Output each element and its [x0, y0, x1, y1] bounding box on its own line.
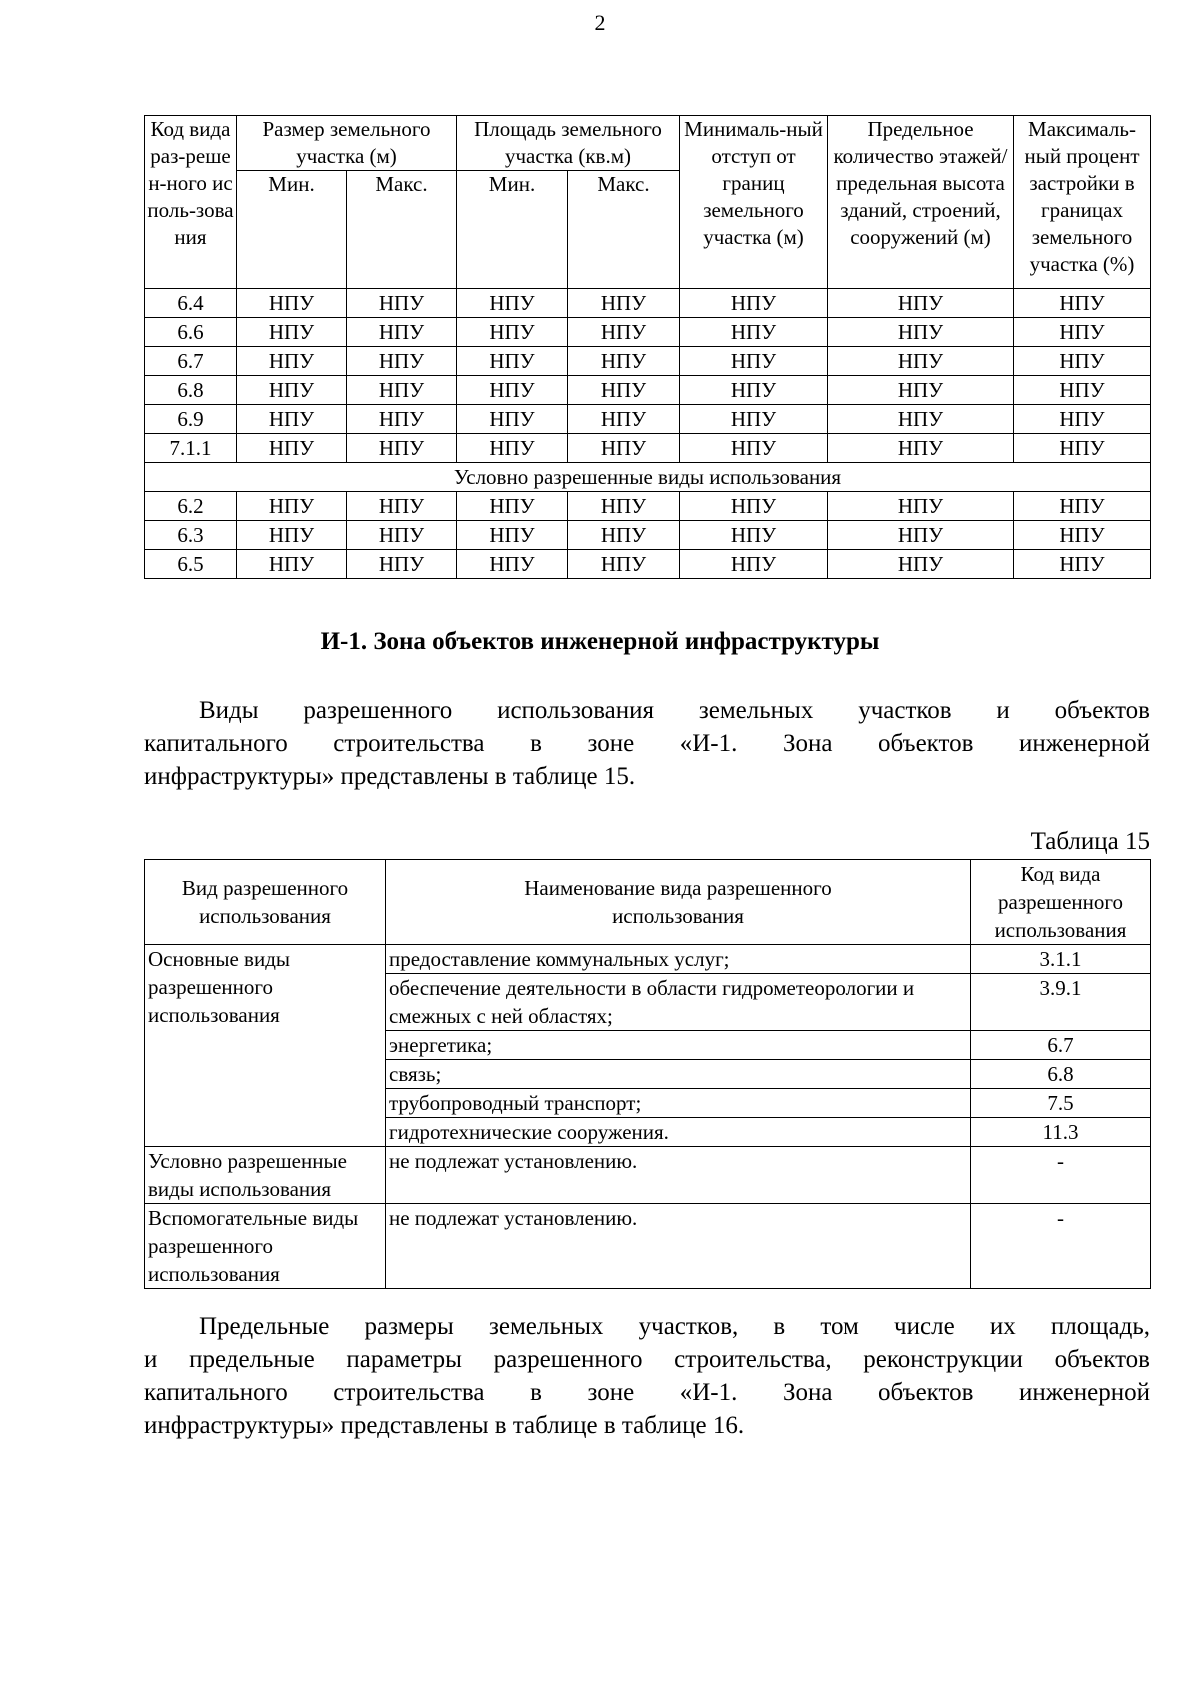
cell-value: НПУ: [1014, 376, 1151, 405]
use-name: не подлежат установлению.: [386, 1204, 971, 1289]
cell-value: НПУ: [1014, 405, 1151, 434]
cell-value: НПУ: [237, 405, 347, 434]
cell-value: НПУ: [828, 405, 1014, 434]
paragraph-1-line: инфраструктуры» представлены в таблице 15.: [144, 763, 636, 790]
use-name: связь;: [386, 1060, 971, 1089]
header-size: Размер земельного участка (м): [237, 116, 457, 171]
table-row: [145, 318, 1151, 347]
cell-value: НПУ: [1014, 492, 1151, 521]
cell-value: НПУ: [1014, 550, 1151, 579]
cell-value: НПУ: [568, 318, 680, 347]
paragraph-2: [144, 1310, 1150, 1442]
header-size-min: Мин.: [237, 171, 347, 289]
row-code: 6.8: [145, 376, 237, 405]
use-code: -: [971, 1147, 1151, 1204]
cell-value: НПУ: [237, 289, 347, 318]
paragraph-2-line: инфраструктуры» представлены в таблице в таблице 16.: [144, 1412, 745, 1439]
header-area: Площадь земельного участка (кв.м): [457, 116, 680, 171]
header-min-setback: Минималь-ный отступ от границ земельного участка (м): [680, 116, 828, 289]
cell-value: НПУ: [568, 376, 680, 405]
permitted-use-table: [144, 859, 1151, 1289]
cell-value: НПУ: [457, 521, 568, 550]
cell-value: НПУ: [828, 434, 1014, 463]
parameters-table: [144, 115, 1151, 579]
cell-value: НПУ: [457, 376, 568, 405]
cell-value: НПУ: [568, 521, 680, 550]
header-area-max: Макс.: [568, 171, 680, 289]
cell-value: НПУ: [457, 434, 568, 463]
table-caption: Таблица 15: [1030, 828, 1150, 855]
row-code: 6.4: [145, 289, 237, 318]
cell-value: НПУ: [828, 289, 1014, 318]
table-row: [145, 1204, 1151, 1289]
use-code: 6.7: [971, 1031, 1151, 1060]
conditional-uses-label: Условно разрешенные виды использования: [145, 1147, 386, 1204]
cell-value: НПУ: [828, 347, 1014, 376]
cell-value: НПУ: [828, 318, 1014, 347]
cell-value: НПУ: [457, 550, 568, 579]
use-code: 6.8: [971, 1060, 1151, 1089]
cell-value: НПУ: [568, 550, 680, 579]
table-row: [145, 550, 1151, 579]
paragraph-2-line: Предельные размеры земельных участков, в том числе их площадь,: [199, 1313, 1150, 1340]
cell-value: НПУ: [680, 347, 828, 376]
use-code: 3.9.1: [971, 974, 1151, 1031]
cell-value: НПУ: [237, 347, 347, 376]
header-use-name: Наименование вида разрешенного использования: [386, 860, 971, 945]
table-row: [145, 434, 1151, 463]
table-subheading-row: [145, 463, 1151, 492]
use-name: энергетика;: [386, 1031, 971, 1060]
page-number: 2: [594, 10, 606, 35]
table-row: [145, 405, 1151, 434]
row-code: 7.1.1: [145, 434, 237, 463]
header-floors: Предельное количество этажей/ предельная высота зданий, строений, сооружений (м): [828, 116, 1014, 289]
use-code: -: [971, 1204, 1151, 1289]
cell-value: НПУ: [457, 405, 568, 434]
table-row: [145, 289, 1151, 318]
table-row: [145, 492, 1151, 521]
cell-value: НПУ: [347, 318, 457, 347]
header-max-percent: Максималь-ный процент застройки в границах земельного участка (%): [1014, 116, 1151, 289]
cell-value: НПУ: [347, 521, 457, 550]
cell-value: НПУ: [568, 405, 680, 434]
cell-value: НПУ: [347, 492, 457, 521]
cell-value: НПУ: [347, 376, 457, 405]
cell-value: НПУ: [237, 434, 347, 463]
cell-value: НПУ: [680, 492, 828, 521]
cell-value: НПУ: [828, 376, 1014, 405]
cell-value: НПУ: [680, 289, 828, 318]
cell-value: НПУ: [568, 492, 680, 521]
cell-value: НПУ: [680, 550, 828, 579]
table-row: [145, 376, 1151, 405]
paragraph-2-line: капитального строительства в зоне «И-1. Зона объектов инженерной: [144, 1379, 1150, 1406]
cell-value: НПУ: [237, 318, 347, 347]
row-code: 6.2: [145, 492, 237, 521]
cell-value: НПУ: [1014, 289, 1151, 318]
cell-value: НПУ: [680, 405, 828, 434]
cell-value: НПУ: [347, 434, 457, 463]
cell-value: НПУ: [347, 550, 457, 579]
cell-value: НПУ: [457, 318, 568, 347]
use-name: предоставление коммунальных услуг;: [386, 945, 971, 974]
cell-value: НПУ: [237, 521, 347, 550]
cell-value: НПУ: [828, 550, 1014, 579]
cell-value: НПУ: [457, 492, 568, 521]
cell-value: НПУ: [1014, 521, 1151, 550]
use-code: 3.1.1: [971, 945, 1151, 974]
cell-value: НПУ: [237, 376, 347, 405]
section-title: И-1. Зона объектов инженерной инфраструктуры: [320, 628, 880, 655]
row-code: 6.3: [145, 521, 237, 550]
header-use-code: Код вида разрешенного использования: [971, 860, 1151, 945]
cell-value: НПУ: [347, 347, 457, 376]
cell-value: НПУ: [680, 376, 828, 405]
cell-value: НПУ: [568, 289, 680, 318]
table-row: [145, 945, 1151, 974]
use-name: обеспечение деятельности в области гидрометеорологии и смежных с ней областях;: [386, 974, 971, 1031]
row-code: 6.6: [145, 318, 237, 347]
main-uses-label: Основные виды разрешенного использования: [145, 945, 386, 1147]
cell-value: НПУ: [237, 492, 347, 521]
table-row: [145, 1147, 1151, 1204]
row-code: 6.7: [145, 347, 237, 376]
use-name: гидротехнические сооружения.: [386, 1118, 971, 1147]
use-code: 11.3: [971, 1118, 1151, 1147]
header-size-max: Макс.: [347, 171, 457, 289]
cell-value: НПУ: [568, 434, 680, 463]
cell-value: НПУ: [457, 347, 568, 376]
cell-value: НПУ: [347, 289, 457, 318]
cell-value: НПУ: [680, 434, 828, 463]
header-code: Код вида раз-решен-ного исполь-зования: [145, 116, 237, 289]
cell-value: НПУ: [680, 318, 828, 347]
conditional-uses-heading: Условно разрешенные виды использования: [145, 463, 1151, 492]
table-row: [145, 347, 1151, 376]
table-row: [145, 521, 1151, 550]
paragraph-1-line: капитального строительства в зоне «И-1. Зона объектов инженерной: [144, 730, 1150, 757]
row-code: 6.5: [145, 550, 237, 579]
use-name: трубопроводный транспорт;: [386, 1089, 971, 1118]
cell-value: НПУ: [568, 347, 680, 376]
use-code: 7.5: [971, 1089, 1151, 1118]
cell-value: НПУ: [1014, 318, 1151, 347]
paragraph-2-line: и предельные параметры разрешенного строительства, реконструкции объектов: [144, 1346, 1150, 1373]
cell-value: НПУ: [237, 550, 347, 579]
cell-value: НПУ: [347, 405, 457, 434]
row-code: 6.9: [145, 405, 237, 434]
cell-value: НПУ: [1014, 434, 1151, 463]
cell-value: НПУ: [457, 289, 568, 318]
auxiliary-uses-label: Вспомогательные виды разрешенного использования: [145, 1204, 386, 1289]
cell-value: НПУ: [680, 521, 828, 550]
paragraph-1-line: Виды разрешенного использования земельных участков и объектов: [199, 697, 1150, 724]
cell-value: НПУ: [1014, 347, 1151, 376]
header-area-min: Мин.: [457, 171, 568, 289]
paragraph-1: [144, 694, 1150, 793]
header-use-type: Вид разрешенного использования: [145, 860, 386, 945]
cell-value: НПУ: [828, 492, 1014, 521]
cell-value: НПУ: [828, 521, 1014, 550]
use-name: не подлежат установлению.: [386, 1147, 971, 1204]
